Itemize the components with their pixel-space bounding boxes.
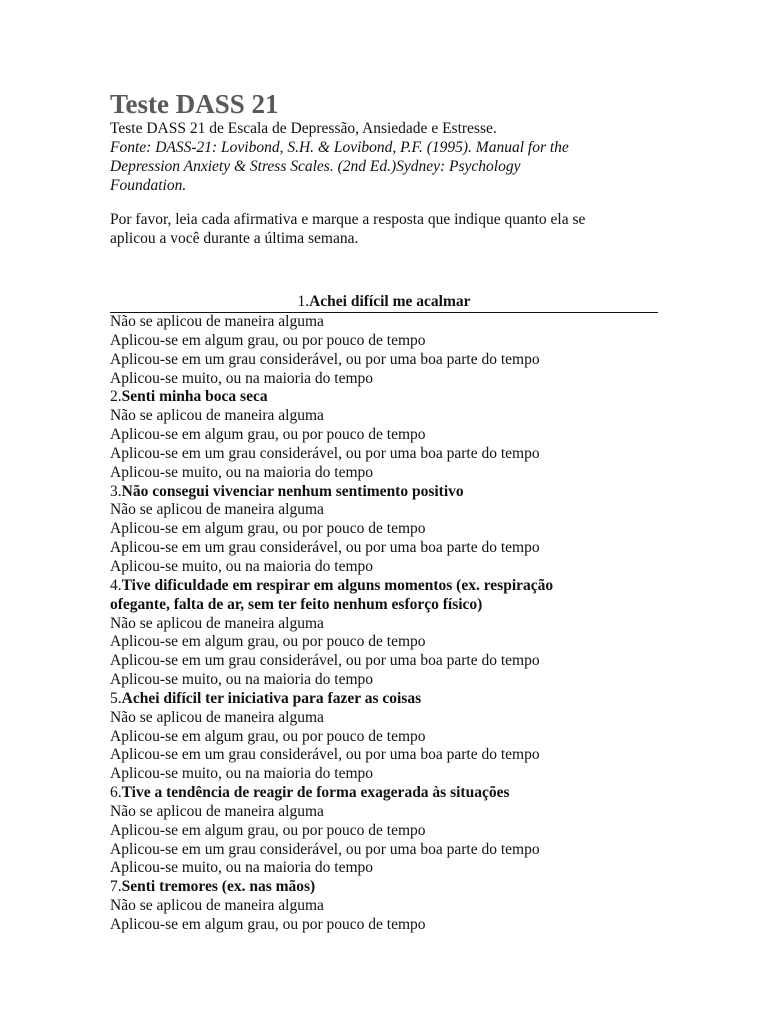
answer-option: Não se aplicou de maneira alguma xyxy=(110,897,324,915)
answer-option: Aplicou-se em um grau considerável, ou por uma boa parte do tempo xyxy=(110,350,540,368)
question-number: 1. xyxy=(297,293,310,310)
page-title: Teste DASS 21 xyxy=(110,89,279,119)
question-2-heading xyxy=(110,388,658,407)
answer-option: Não se aplicou de maneira alguma xyxy=(110,313,324,330)
question-number: 4. xyxy=(110,576,122,594)
question-text: Achei difícil ter iniciativa para fazer as coisas xyxy=(121,689,422,707)
question-3-heading xyxy=(110,483,658,502)
instructions-line: Por favor, leia cada afirmativa e marque a resposta que indique quanto ela se xyxy=(110,211,586,228)
source-line: Depression Anxiety & Stress Scales. (2nd Ed.)Sydney: Psychology xyxy=(110,158,521,175)
question-7-heading xyxy=(110,878,658,897)
answer-option: Aplicou-se em algum grau, ou por pouco de tempo xyxy=(110,916,426,933)
answer-option: Aplicou-se muito, ou na maioria do tempo xyxy=(110,369,374,387)
answer-option: Aplicou-se muito, ou na maioria do tempo xyxy=(110,859,374,877)
question-number: 3. xyxy=(110,482,122,500)
answer-option: Aplicou-se muito, ou na maioria do tempo xyxy=(110,671,374,689)
source-line: Fonte: DASS-21: Lovibond, S.H. & Lovibond, P.F. (1995). Manual for the xyxy=(110,139,569,156)
answer-option: Aplicou-se em algum grau, ou por pouco de tempo xyxy=(110,426,426,444)
answer-option: Aplicou-se muito, ou na maioria do tempo xyxy=(110,557,374,575)
question-text: ofegante, falta de ar, sem ter feito nenhum esforço físico) xyxy=(110,595,483,613)
question-number: 2. xyxy=(110,388,122,406)
question-number: 7. xyxy=(110,878,122,896)
answer-option: Não se aplicou de maneira alguma xyxy=(110,708,324,726)
question-1-heading xyxy=(110,292,658,313)
answer-option: Aplicou-se em algum grau, ou por pouco de tempo xyxy=(110,821,426,839)
page-subtitle: Teste DASS 21 de Escala de Depressão, Ansiedade e Estresse. xyxy=(110,120,497,137)
question-4-heading-continued xyxy=(110,596,658,615)
answer-option: Aplicou-se muito, ou na maioria do tempo xyxy=(110,765,374,783)
answer-option: Aplicou-se muito, ou na maioria do tempo xyxy=(110,463,374,481)
question-text: Tive dificuldade em respirar em alguns momentos (ex. respiração xyxy=(121,576,554,594)
question-6-heading xyxy=(110,784,658,803)
answer-option: Aplicou-se em um grau considerável, ou por uma boa parte do tempo xyxy=(110,444,540,462)
question-4-heading xyxy=(110,577,658,596)
source-citation xyxy=(110,138,658,195)
question-text: Tive a tendência de reagir de forma exagerada às situações xyxy=(121,784,510,802)
question-text: Senti minha boca seca xyxy=(121,388,268,406)
instructions-line: aplicou a você durante a última semana. xyxy=(110,230,359,247)
source-line: Foundation. xyxy=(110,177,187,194)
answer-option: Aplicou-se em algum grau, ou por pouco de tempo xyxy=(110,331,426,349)
answer-option: Aplicou-se em algum grau, ou por pouco de tempo xyxy=(110,520,426,538)
answer-option: Aplicou-se em um grau considerável, ou por uma boa parte do tempo xyxy=(110,652,540,670)
answer-option: Não se aplicou de maneira alguma xyxy=(110,407,324,425)
answer-option: Aplicou-se em um grau considerável, ou por uma boa parte do tempo xyxy=(110,746,540,764)
answer-option: Não se aplicou de maneira alguma xyxy=(110,614,324,632)
question-text: Não consegui vivenciar nenhum sentimento positivo xyxy=(121,482,464,500)
answer-option: Não se aplicou de maneira alguma xyxy=(110,501,324,519)
answer-option: Não se aplicou de maneira alguma xyxy=(110,802,324,820)
answer-option: Aplicou-se em algum grau, ou por pouco de tempo xyxy=(110,633,426,651)
question-text: Achei difícil me acalmar xyxy=(309,293,471,310)
answer-option: Aplicou-se em algum grau, ou por pouco de tempo xyxy=(110,727,426,745)
questionnaire-items xyxy=(110,313,658,935)
instructions-paragraph xyxy=(110,210,585,248)
answer-option: Aplicou-se em um grau considerável, ou por uma boa parte do tempo xyxy=(110,840,540,858)
question-text: Senti tremores (ex. nas mãos) xyxy=(121,878,316,896)
question-5-heading xyxy=(110,690,658,709)
answer-option: Aplicou-se em um grau considerável, ou por uma boa parte do tempo xyxy=(110,539,540,557)
question-number: 6. xyxy=(110,784,122,802)
question-number: 5. xyxy=(110,689,122,707)
